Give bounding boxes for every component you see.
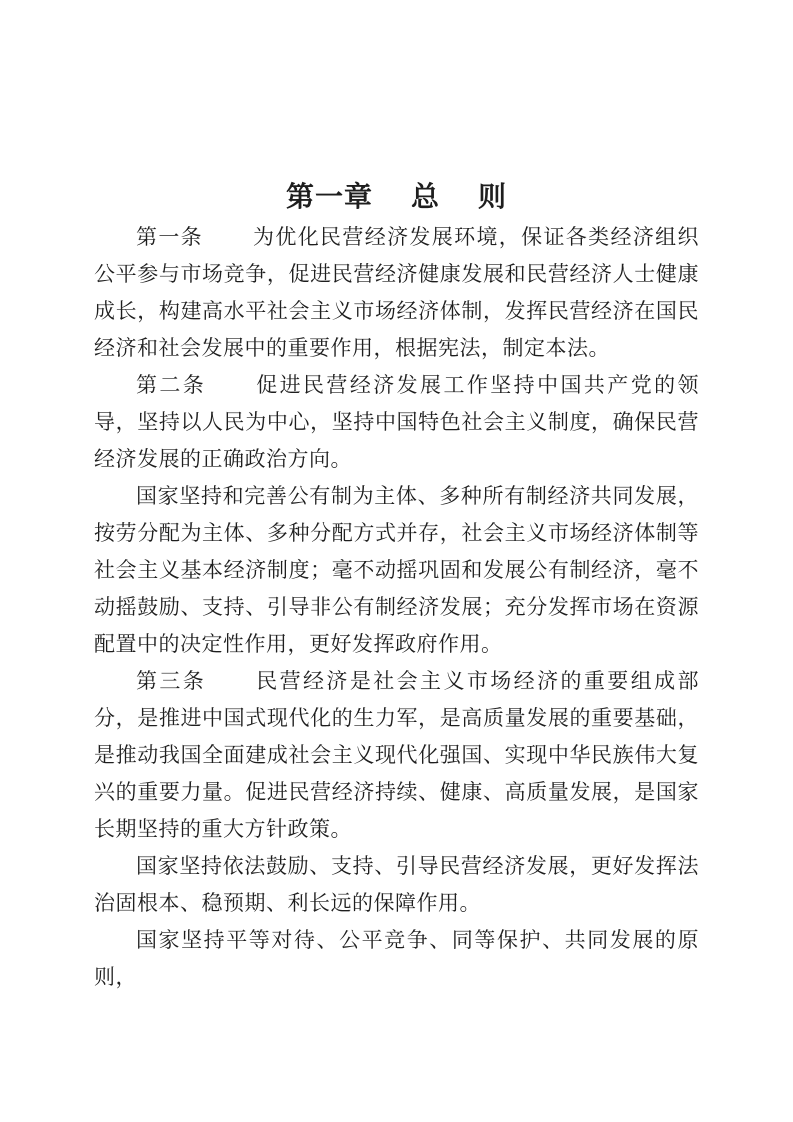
chapter-heading (94, 178, 699, 218)
paragraph-article-3-clause-3 (94, 922, 699, 996)
paragraph-article-3-clause-2 (94, 848, 699, 922)
chapter-title-word-2: 则 (478, 182, 508, 213)
article-body (94, 219, 699, 996)
chapter-number: 第一章 (285, 182, 373, 213)
article-2-text: 促进民营经济发展工作坚持中国共产党的领导，坚持以人民为中心，坚持中国特色社会主义制度，确保民营经济发展的正确政治方向。 (94, 373, 700, 471)
article-1-text: 为优化民营经济发展环境，保证各类经济组织公平参与市场竞争，促进民营经济健康发展和民营经济人士健康成长，构建高水平社会主义市场经济体制，发挥民营经济在国民经济和社会发展中的重要作用，根据宪法，制定本法。 (94, 225, 700, 360)
paragraph-article-1 (94, 219, 699, 367)
article-3-clause-2-text: 国家坚持依法鼓励、支持、引导民营经济发展，更好发挥法治固根本、稳预期、利长远的保障作用。 (94, 854, 699, 915)
article-3-text: 民营经济是社会主义市场经济的重要组成部分，是推进中国式现代化的生力军，是高质量发展的重要基础，是推动我国全面建成社会主义现代化强国、实现中华民族伟大复兴的重要力量。促进民营经济持续、健康、高质量发展，是国家长期坚持的重大方针政策。 (94, 669, 700, 841)
article-1-number: 第一条 (136, 225, 204, 249)
paragraph-article-2-clause-2 (94, 478, 699, 663)
chapter-title-word-1: 总 (410, 182, 440, 213)
paragraph-article-3 (94, 663, 699, 848)
paragraph-article-2 (94, 367, 699, 478)
article-2-number: 第二条 (136, 373, 207, 397)
article-2-clause-2-text: 国家坚持和完善公有制为主体、多种所有制经济共同发展，按劳分配为主体、多种分配方式并存，社会主义市场经济体制等社会主义基本经济制度；毫不动摇巩固和发展公有制经济，毫不动摇鼓励、支持、引导非公有制经济发展；充分发挥市场在资源配置中的决定性作用，更好发挥政府作用。 (94, 484, 699, 656)
article-3-clause-3-text: 国家坚持平等对待、公平竞争、同等保护、共同发展的原则， (94, 928, 699, 989)
article-3-number: 第三条 (136, 669, 207, 693)
